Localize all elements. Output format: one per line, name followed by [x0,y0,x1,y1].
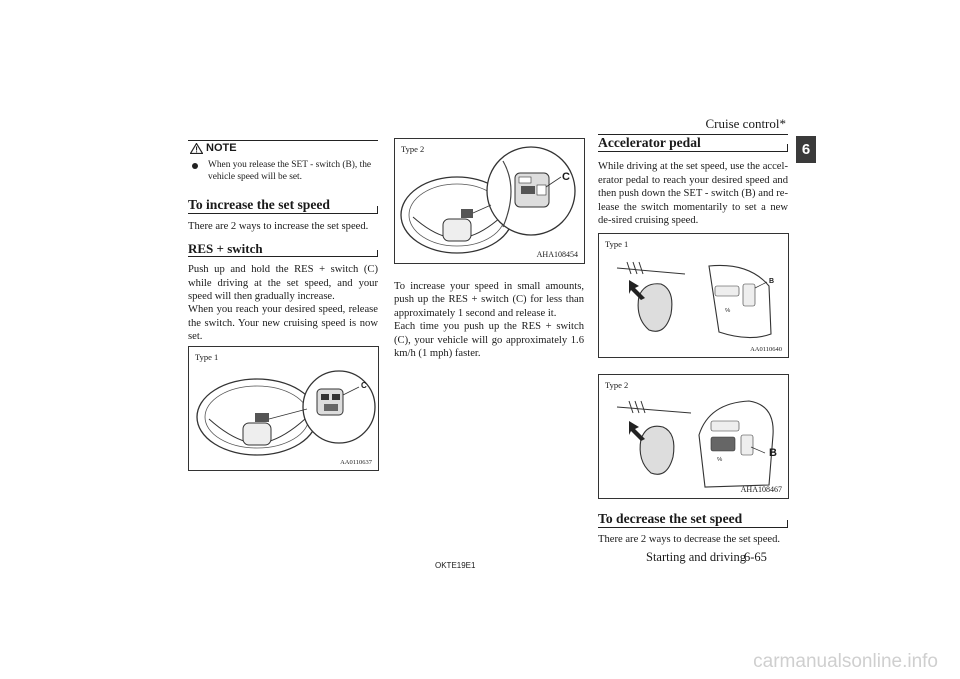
figure-code: AA0110637 [340,459,372,466]
section-intro-increase: There are 2 ways to increase the set speed. [188,221,369,233]
note-header [188,140,378,155]
note-label: NOTE [206,142,237,154]
note-text: When you release the SET - switch (B), the vehicle speed will be set. [208,160,372,182]
section-intro-decrease: There are 2 ways to decrease the set speed. [598,534,781,546]
section-accelerator [598,136,788,227]
steering-wheel-illustration [395,139,584,263]
svg-text:℅: ℅ [717,457,723,463]
lever-switch-illustration [599,375,788,498]
callout-label: C [361,381,367,390]
figure-code: AHA108467 [740,485,782,494]
subheading-res-switch: RES + switch [188,242,378,257]
steering-wheel-illustration [189,347,378,470]
figure-label: Type 1 [605,239,629,249]
figure-type2-res [394,138,585,264]
figure-label: Type 1 [195,352,219,362]
figure-label: Type 2 [401,144,425,154]
figure-code: AHA108454 [536,250,578,259]
figure-type2-set [598,374,789,499]
section-heading-accelerator: Accelerator pedal [598,136,788,152]
paragraph-res-release: When you reach your desired speed, release the switch. Your new cruising speed is now set. [188,304,378,343]
section-decrease [598,512,788,547]
warning-triangle-icon [190,143,203,154]
figure-type1-res [188,346,379,471]
bullet-icon [192,163,198,169]
footer-page-number: 6-65 [744,550,767,564]
paragraph-accelerator: While driving at the set speed, use the accel-erator pedal to reach your desired speed and then push down the SET - switch (B) and re-lease the switch momentarily to set a new de-sired cruising speed. [598,161,788,227]
figure-type1-set [598,233,789,358]
lever-switch-illustration [599,234,788,357]
figure-label: Type 2 [605,380,629,390]
section-heading-increase: To increase the set speed [188,198,378,214]
running-header-title: Cruise control* [705,116,786,131]
paragraph-small-amounts: To increase your speed in small amounts, push up the RES + switch (C) for less than approximately 1 second and release it. [394,281,584,319]
note-bullet-item [188,159,378,183]
note-box [188,140,378,183]
footer-doc-code: OKTE19E1 [435,561,476,570]
svg-text:℅: ℅ [725,308,731,314]
middle-text [394,280,584,360]
callout-label: B [769,447,777,459]
watermark-text: carmanualsonline.info [753,651,938,672]
section-heading-decrease: To decrease the set speed [598,512,788,528]
callout-label: C [562,171,570,183]
paragraph-res-hold: Push up and hold the RES + switch (C) while driving at the set speed, and your speed will then gradually increase. [188,264,378,303]
figure-code: AA0110640 [750,346,782,353]
footer-section-name: Starting and driving [646,550,746,564]
chapter-tab: 6 [796,136,816,163]
section-increase [188,198,378,344]
paragraph-each-push: Each time you push up the RES + switch (C), your vehicle will go approximately 1.6 km/h (1 mph) faster. [394,321,584,360]
callout-label: B [769,278,775,285]
